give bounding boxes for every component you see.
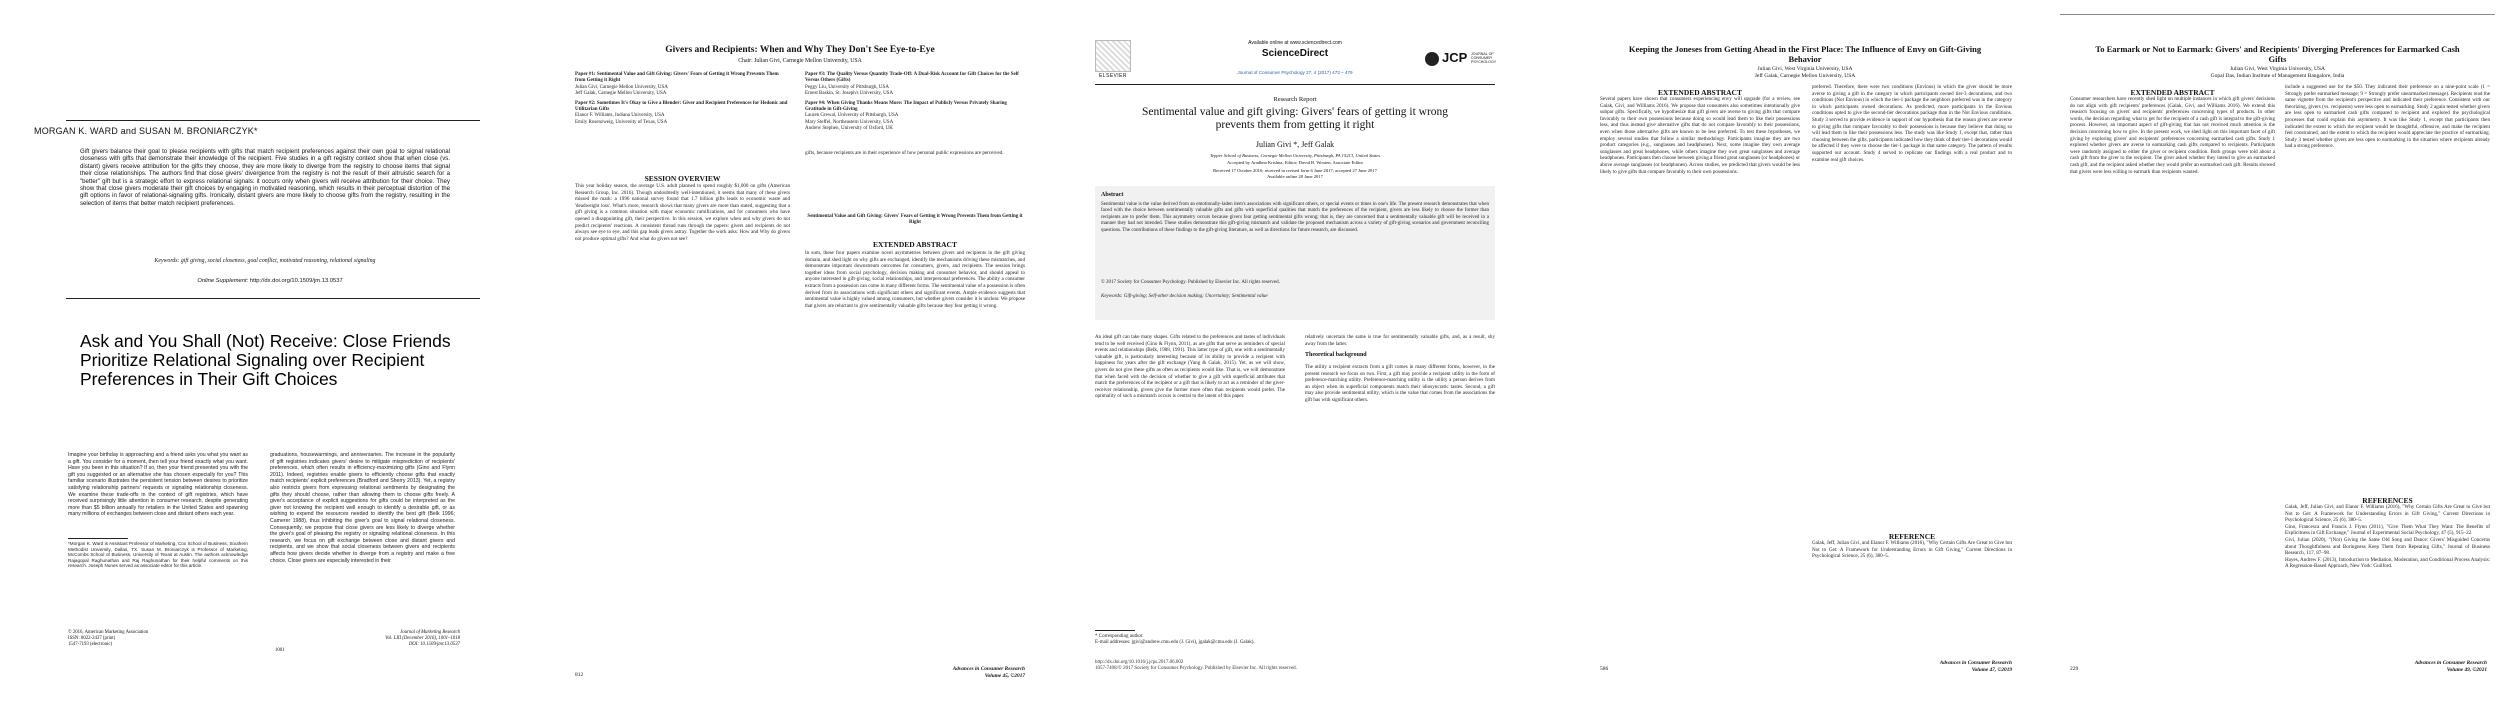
session-title: Givers and Recipients: When and Why They Don't See Eye-to-Eye [665,45,935,55]
abstract: Gift givers balance their goal to please recipients with gifts that match recipient preferences against their own goal to signal relational closeness with gifts that demonstrate their knowledge of the recipient. Five studies in a gift registry context show that when close (vs. distant) givers receive attribution for the gifts they choose, they are more likely to diverge from the registry to choose items that signal their close relationships. The authors find that close givers' divergence from the registry is not the result of their altruistic search for a "better" gift but is a strategic effort to express relational signals: it occurs only when givers will receive attribution for their choice. They show that close givers moderate their gift choices by engaging in motivated reasoning, which results in their perceptual distortion of the gift options in favor of relational-signaling gifts. Ironically, distant givers are more likely to choose gifts from the registry, resulting in the selection of items that better match recipient preferences. [80,148,450,207]
footer-journal: Advances in Consumer Research Volume 45, ©2017 [952,666,1025,679]
abstract-label: Abstract [1101,192,1124,198]
copyright: © 2016, American Marketing Association ISSN: 0022-2437 (print) 1547-7193 (electronic) [68,630,149,647]
body-col2-b: The utility a recipient extracts from a gift comes in many different forms, however, in the present research we focus on two. First, a gift may provide a recipient utility in the form of preference-matching utility. Preference-matching utility is the utility a person derives from an object when its superficial components match their idiosyncratic tastes. Second, a gift may also provide sentimental utility, which is the value that comes from the associations the gift has with significant others. [1305,364,1495,403]
keywords: Keywords: Gift-giving; Self-other decision making; Uncertainty; Sentimental value [1101,294,1268,299]
journal-line: Journal of Consumer Psychology 27, 4 (2017) 473 – 479 [1237,70,1353,75]
editor: Accepted by Aradhna Krishna, Editor; David B. Wooten, Associate Editor [1226,160,1364,165]
paper-4 [805,101,1025,133]
paper-2-title: Paper #2: Sometimes It's Okay to Give a Blender: Giver and Recipient Preferences for Hedonic and Utilitarian Gifts [575,100,788,113]
session-chair: Chair: Julian Givi, Carnegie Mellon University, USA [738,58,862,64]
abstract-text: Sentimental value is the value derived from an emotionally-laden item's associations with significant others, or special events or times in one's life. The present research demonstrates that when faced with the choice between sentimentally valuable gifts and gifts with superficial qualities that match the preferences of the recipient, givers are less likely to choose the former than recipients are to prefer them. This asymmetry occurs because givers fear getting sentimental gifts wrong; that is, they are concerned that a sentimentally valuable gift will be received in a manner they had not intended. These studies demonstrate this gift-giving mismatch and validate the proposed mechanism across a variety of gift-giving scenarios and government reconciling questions. The contributions of these findings to the gift-giving literature, as well as directions for future research, are discussed. [1101,202,1489,233]
col2-body: In sum, these four papers examine novel asymmetries between givers and recipients in the gift giving domain, and shed light on why gifts are exchanged, identify the mechanisms driving these mismatches, and demonstrate important downstream outcomes for consumers, givers, and recipients. The session brings together ideas from social psychology, decision making and consumer behavior, and should appeal to anyone interested in gift-giving, social relationships, and interpersonal preferences. The ability a consumer extracts from a possession can come in many different forms. The sentimental value of a possession is often derived from its associations with significant others and significant events. Ample evidence suggests that sentimental value is highly valued among consumers, but whether givers consider it is unclear. We propose that givers are reluctant to give sentimentally valuable gifts because they fear getting it wrong. [805,250,1025,309]
footer-journal: Advances in Consumer Research Volume 47, ©2019 [1939,660,2012,673]
overview-text: This year holiday season, the average U.S. adult planned to spend roughly $1,000 on gifts (American Research Group, Inc. 2016). Though undoubtedly well-intentioned, it seems that many of these givers missed the mark: a 1996 national survey found that 1.7 billion gifts leads to economic waste and 'deadweight loss'. What's more, research shows that many givers are more than stated, suggesting that a gift giving is a common situation with major economic ramifications, and for consumers who have opened a disappointing gift, their perspective. In this session, we explore when and why givers do not predict recipients' reactions. A consistent thread runs through the papers: givers and recipients do not always see eye to eye, and this gap leads givers astray. Together the work asks: How and Why do givers not produce optimal gifts? And what do givers not see? [575,183,790,242]
keywords: Keywords: gift giving, social closeness, goal conflict, motivated reasoning, relational signaling [154,258,376,264]
paper-1 [575,72,790,98]
references: Galak, Jeff, Julian Givi, and Elanor F. Williams (2016), "Why Certain Gifts Are Great to Give but Not to Get: A Framework for Understanding Errors in Gift Giving," Current Directions in Psychological Science, 25 (6), 380–5. Gino, Francesca and Francis J. Flynn (2011), "Give Them What They Want: The Benefits of Explicitness in Gift Exchange," Journal of Experimental Social Psychology, 47 (5), 915–22. Givi, Julian (2020), "(Not) Giving the Same Old Song and Dance: Givers' Misguided Concerns about Thoughtfulness and Boringness Keep Them from Repeating Gifts," Journal of Business Research, 117, 87–98. Hayes, Andrew F. (2013), Introduction to Mediation, Moderation, and Conditional Process Analysis: A Regression-Based Approach, New York: Guilford. [2285,504,2491,570]
footnote-rule [68,538,128,539]
jcp-label: JCP [1442,50,1468,65]
page-number: 1001 [275,648,285,653]
col2-intro: gifts, because recipients are in their experience of how personal public expressions are perceived. [805,150,1004,156]
paper-1-authors: Julian Givi, Carnegie Mellon University, USA Jeff Galak, Carnegie Mellon University, USA [575,84,668,97]
paper-4-title: Paper #4: When Giving Thanks Means More: The Impact of Publicly Versus Privately Sharing Gratitude in Gift-Giving [805,100,1007,113]
corresponding-author: * Corresponding author. E-mail addresses: jgivi@andrew.cmu.edu (J. Givi), jgalak@cmu.edu (J. Galak). [1095,634,1255,646]
col2: preferred. Therefore, there were two conditions (Envious) in which the giver should be more averse to giving a gift in the category in which participants owned tier-3 decorations, and two conditions (Not Envious) in which the tier-1 package the neighbors preferred was in the category in which participants owned decorations. As predicted, more participants in the Envious conditions opted to give the second-tier decorations package than in the Not Envious conditions. Study 3 served to provide evidence in support of our hypothesis that the reason givers are averse to giving gifts that compare favorably to their possessions is because they believe that doing so will lead them to like their possessions less. The study was like Study 1, except that, rather than choosing between the gifts, participants indicated how they think of their tier-1 decorations would be affected if they were to choose the tier-1 package in that same category. The pattern of results supported our account. Study 4 served to replicate our findings with a real product and to examine real gift choices. [1812,84,2012,163]
page-number: 812 [575,672,584,678]
doi: http://dx.doi.org/10.1016/j.jcps.2017.06.002 1057-7408/© 2017 Society for Consumer Psychology. Published by Elsevier Inc. All rights reserved. [1095,660,1297,672]
abstract-heading: EXTENDED ABSTRACT [1658,88,1742,97]
authors: Julian Givi *, Jeff Galak [1255,140,1335,149]
reference: Galak, Jeff, Julian Givi, and Elanor F. Williams (2016), "Why Certain Gifts Are Great to Give but Not to Get: A Framework for Understanding Errors in Gift Giving," Current Directions in Psychological Science, 25 (6), 380–5. [1812,540,2012,560]
paper-4-authors: Lauren Grewal, University of Pittsburgh, USA Mary Steffel, Northeastern University, USA Andrew Stephen, University of Oxford, UK [805,113,899,132]
page-earmark [2060,0,2495,720]
jcp-text: JOURNAL OF CONSUMER PSYCHOLOGY [1471,52,1497,65]
body-col2-a: relatively uncertain the same is true for sentimentally valuable gifts, and, as a result, shy away from the latter. [1305,334,1495,347]
paper-3-title: Paper #3: The Quality Versus Quantity Trade-Off: A Dual-Risk Account for Gift Choices for the Self Versus Others (Gifts) [805,72,1019,84]
supplement-link[interactable]: http://dx.doi.org/10.1509/jm.13.0537 [249,278,343,284]
elsevier-logo [1095,40,1131,72]
article-title: Ask and You Shall (Not) Receive: Close Friends Prioritize Relational Signaling over Recipient Preferences in Their Gift Choices [80,331,451,389]
footer-journal: Advances in Consumer Research Volume 49, ©2021 [2414,660,2487,673]
authors: Julian Givi, West Virginia University, USA Jeff Galak, Carnegie Mellon University, USA [1754,66,1856,79]
body-col1: An ideal gift can take many shapes. Gifts related to the preferences and tastes of individuals tend to be well received (Gino & Flynn, 2011), as are gifts that serve as reminders of special events and relationships (Belk, 1988, 1991). This latter type of gift, one with a sentimentally valuable gift, is particularly interesting because of its ability to provide a recipient with happiness for years after the gift exchange (Yang & Galak, 2015). Yet, as we will show, givers do not give these gifts as often as recipients would like. That is, we will demonstrate that when faced with the decision of whether to give a gift with superficial attributes that match the preferences of the recipient or a gift that is likely to act as a reminder of the giver-receiver relationship, givers give the former more often than recipients would prefer. The optimality of such a mismatch occurs is central to the intent of this paper. [1095,334,1285,400]
abstract-heading: EXTENDED ABSTRACT [873,240,957,249]
abstract-title: Sentimental Value and Gift Giving: Givers' Fears of Getting it Wrong Prevents Them from Getting it Right [807,214,1023,226]
col1: Several papers have shown that consumers experiencing envy will upgrade (for a review, see Galak, Givi, and Williams 2016). We propose that consumers also sometimes intentionally give subpar gifts. Specifically, we hypothesize that gift givers are averse to giving gifts that compare favorably to their own possessions because doing so would lead them to like their possessions less, and thus instead give alternative gifts that do not compare favorably to their possessions, even when those alternative gifts are known to be less preferred. To test these hypotheses, we employ several studies that follow a similar methodology. Participants imagine they are two product categories (e.g., sunglasses and headphones). Next, some imagine they own average sunglasses and great headphones, while others imagine they own great sunglasses and average headphones. Participants then choose between giving a friend great sunglasses (or headphones) or above average sunglasses (or headphones). Across studies, we predicted that givers would be less likely to give gifts that compare favorably to their own possessions. [1600,96,1800,175]
paper-2-authors: Elanor F. Williams, Indiana University, USA Emily Rosenzweig, University of Texas, USA [575,113,668,125]
jcp-logo [1425,50,1500,72]
article-type: Research Report [1273,96,1317,103]
page-ward-broniarczyk [20,0,480,720]
body-left: Imagine your birthday is approaching and a friend asks you what you want as a gift. You consider for a moment, then tell your friend exactly what you want. Have you been in this situation? If so, then your friend presented you with the gift you suggested or an alternative she has chosen especially for you? This familiar scenario illustrates the persistent tension between desires to prioritize satisfying relationship partners' requests or signaling relationship closeness. We examine these trade-offs in the context of gift registries, which have received surprisingly little attention in consumer research, despite generating more than $5 billion annually for retailers in the United States and spawning many millions of exchanges between close and distant others each year. [68,452,248,518]
abstract-heading: EXTENDED ABSTRACT [2130,88,2215,97]
jcp-icon [1425,52,1439,66]
authors: MORGAN K. WARD and SUSAN M. BRONIARCZYK* [34,126,258,136]
papers-list [575,72,790,129]
top-rule [66,120,480,121]
header-rule [1095,84,1495,85]
supplement-label: Online Supplement: [197,278,249,284]
journal-top: Available online at www.sciencedirect.com [1248,40,1342,46]
abstract-box [1095,186,1495,320]
paper-3-authors: Peggy Liu, University of Pittsburgh, USA Ernest Baskin, St. Joseph's University, USA [805,84,894,97]
article-title: To Earmark or Not to Earmark: Givers' and Recipients' Diverging Preferences for Earmarked Cash Gifts [2095,44,2460,64]
references-heading: REFERENCES [2362,496,2413,505]
page-number: 229 [2070,666,2079,672]
footnote: *Morgan K. Ward is Assistant Professor of Marketing, Cox School of Business, Southern Methodist University, Dallas, TX. Susan M. Broniarczyk is Professor of Marketing, McCombs School of Business, University of Texas at Austin. The authors acknowledge Rajagopal Raghunathan and Raj Raghunathan for their helpful comments on this research. Joseph Nunes served as associate editor for this article. [68,541,248,569]
paper-2 [575,101,790,127]
papers-list-right [805,72,1025,133]
footnote-rule [1095,630,1135,631]
reference-heading: REFERENCE [1888,532,1936,541]
top-rule [2060,14,2495,15]
bottom-rule [66,298,480,299]
page-number: 586 [1600,666,1609,672]
copyright: © 2017 Society for Consumer Psychology. Published by Elsevier Inc. All rights reserved. [1101,280,1280,285]
col2: include a suggested use for the $50. They indicated their preference on a nine-point scale (1 = Strongly prefer earmarked message; 9 = Strongly prefer unearmarked message). Recipients read the same vignette from the recipient's perspective and indicated their preference. Consistent with our theorizing, givers (vs. recipients) were less open to earmarking. Study 2 again tested whether givers are less open to earmarked cash gifts compared to recipient and explored the psychological processes that could explain this asymmetry. It was like Study 1, except that participants then indicated the extent to which the recipient would be thoughtful, offensive, and make the recipient feel constrained, and the extent to which the recipient would appreciate the practice of earmarking. Study 3 tested whether givers are less open to earmarking in the situation where recipients already had a strong preference. [2285,84,2490,150]
article-title: Sentimental value and gift giving: Givers' fears of getting it wrong prevents them from getting it right [1141,106,1449,131]
journal-info: Journal of Marketing Research Vol. LIII (December 2016), 1001–1018 DOI: 10.1509/jmr.13.0537 [385,630,460,647]
article-title: Keeping the Joneses from Getting Ahead in the First Place: The Influence of Envy on Gift-Giving Behavior [1628,44,1982,64]
sciencedirect-brand: ScienceDirect [1261,48,1329,59]
col1: Consumer researchers have recently shed light on multiple instances in which gift givers' decisions do not align with gift recipients' preferences (Galak, Givi, and Williams 2016). We extend this research focusing on givers' and recipients' preferences concerning types of products. In other words, the decision regarding what to get for the recipient of a cash gift is integral to the gift-giving process. However, an important aspect of gift-giving that has not received much attention is the decision concerning how to give. In the present work, we shed light on this important facet of gift giving by exploring givers' and recipients' preferences concerning earmarked cash gifts. Study 1 explored whether givers are averse to earmarking cash gifts compared to recipients. Participants were randomly assigned to either the giver or recipient condition. Both groups were told about a cash gift from the giver to the recipient. The giver asked whether they intend to give an earmarked cash gift, and the recipient asked whether they would prefer an earmarked cash gift. Results showed that givers were less willing to earmark than recipients wanted. [2070,96,2275,175]
theory-heading: Theoretical background [1305,352,1367,358]
paper-1-title: Paper #1: Sentimental Value and Gift Giving: Givers' Fears of Getting it Wrong Prevents Them from Getting it Right [575,72,779,84]
page-keeping-joneses [1590,0,2020,720]
body-right: graduations, housewarmings, and anniversaries. The increase in the popularity of gift registries indicates givers' desire to mitigate misprediction of recipients' preferences, which often results in efficiency-maximizing gifts (Gino and Flynn 2011). Indeed, registries enable givers to efficiently choose gifts that exactly match recipients' explicit preferences (Bradford and Sherry 2013). Yet, a registry also restricts givers from expressing relational sentiments by designating the gifts they should choose, rather than allowing them to choose gifts freely. A giver's acceptance of explicit suggestions for gifts could be interpreted as the giver not knowing the recipient well enough to identify a desirable gift, or as wishing to expend the resources needed to identify the best gift (Belk 1996; Camerer 1988), thus inhibiting the giver's goal to signal relational closeness. Consequently, we propose that close givers are less likely to diverge whether the giver's goal of pleasing the registry or signaling relational closeness. In this research, we focus on gift exchange between close and distant givers and recipients, and we show that social closeness between givers and recipients affects how givers decide whether to diverge from a registry and make a free choice. Close givers are especially interested in their [270,452,455,564]
affiliation: Tepper School of Business, Carnegie Mellon University, Pittsburgh, PA 15213, United States [1209,153,1381,158]
page-givers-recipients-session [565,0,1035,720]
authors: Julian Givi, West Virginia University, USA Gopal Das, Indian Institute of Management Bangalore, India [2210,66,2345,79]
publisher-name: ELSEVIER [1099,73,1127,79]
paper-3 [805,72,1025,98]
page-sentimental-value [1085,0,1505,720]
online-supplement [140,278,400,284]
overview-heading: SESSION OVERVIEW [644,174,721,183]
dates: Received 17 October 2016; received in revised form 6 June 2017; accepted 27 June 2017 Available online 28 June 2017 [1213,168,1377,179]
